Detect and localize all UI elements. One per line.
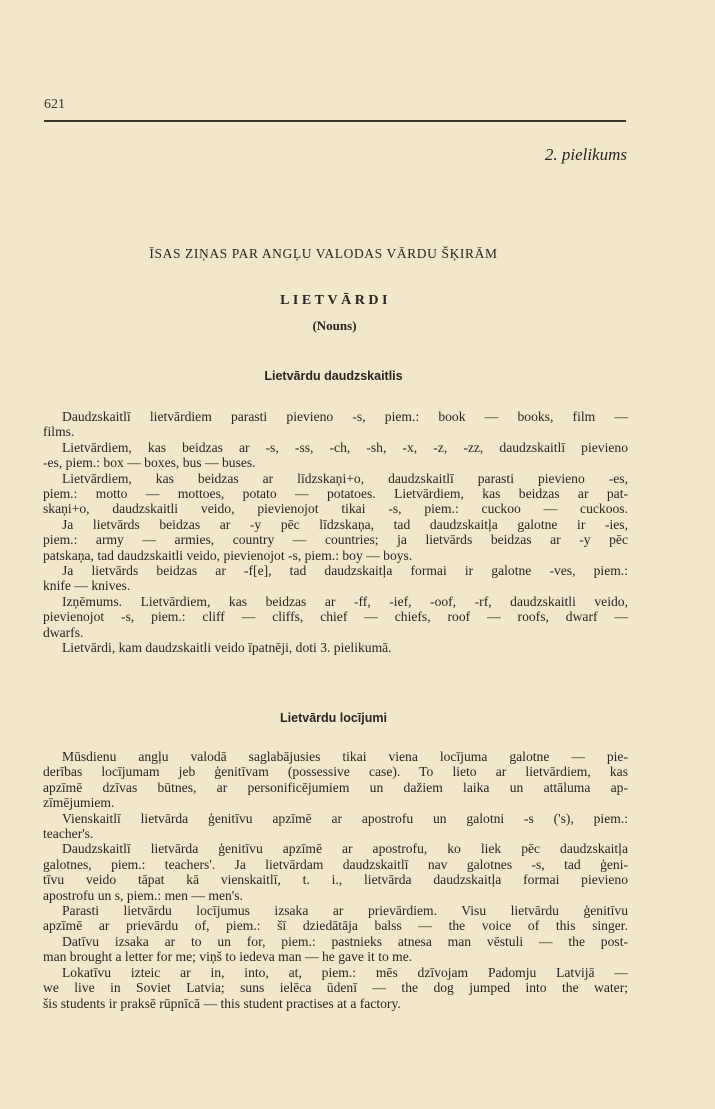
text-line: Daudzskaitlī lietvārda ģenitīvu apzīmē ar apostrofu, ko liek pēc daudzskaitļa bbox=[62, 841, 628, 857]
text-line: šis students ir praksē rūpnīcā — this student practises at a factory. bbox=[43, 995, 401, 1011]
text-line: apostrofu un s, piem.: men — men's. bbox=[43, 887, 243, 903]
text-line: zīmējumiem. bbox=[43, 795, 115, 811]
text-line: derības locījumam jeb ģenitīvam (possessive case). To lieto ar lietvārdiem, kas bbox=[43, 764, 628, 780]
text-line: skaņi+o, daudzskaitli veido, pievienojot tikai -s, piem.: cuckoo — cuckoos. bbox=[43, 501, 628, 517]
page-number: 621 bbox=[44, 97, 65, 112]
text-line: Mūsdienu angļu valodā saglabājusies tikai viena locījuma galotne — pie- bbox=[62, 749, 628, 764]
text-line: man brought a letter for me; viņš to iedeva man — he gave it to me. bbox=[43, 949, 413, 965]
section-subtitle: (Nouns) bbox=[312, 318, 357, 333]
cases-heading: Lietvārdu locījumi bbox=[280, 711, 387, 725]
text-line: Daudzskaitlī lietvārdiem parasti pievieno -s, piem.: book — books, film — bbox=[62, 409, 628, 424]
text-line: piem.: army — armies, country — countries; ja lietvārds beidzas ar -y pēc bbox=[43, 532, 628, 548]
text-line: teacher's. bbox=[43, 826, 94, 842]
text-line: Parasti lietvārdu locījumus izsaka ar prievārdiem. Visu lietvārdu ģenitīvu bbox=[62, 903, 628, 919]
text-line: dwarfs. bbox=[43, 624, 84, 640]
text-line: Izņēmums. Lietvārdiem, kas beidzas ar -ff, -ief, -oof, -rf, daudzskaitli veido, bbox=[62, 593, 628, 609]
cases-text-block bbox=[43, 749, 628, 1011]
text-line: tīvu veido tāpat kā vienskaitlī, t. i., lietvārda daudzskaitļa formai pievieno bbox=[43, 872, 628, 888]
text-line: Vienskaitlī lietvārda ģenitīvu apzīmē ar apostrofu un galotni -s ('s), piem.: bbox=[62, 810, 628, 826]
text-line: patskaņa, tad daudzskaitli veido, pievienojot -s, piem.: boy — boys. bbox=[43, 547, 413, 563]
text-line: Lietvārdi, kam daudzskaitli veido īpatnēji, doti 3. pielikumā. bbox=[62, 640, 392, 656]
text-line: Datīvu izsaka ar to un for, piem.: pastnieks atnesa man vēstuli — the post- bbox=[62, 933, 628, 949]
plural-heading: Lietvārdu daudzskaitlis bbox=[264, 369, 403, 383]
text-line: -es, piem.: box — boxes, bus — buses. bbox=[43, 455, 256, 471]
text-line: galotnes, piem.: teachers'. Ja lietvārdam daudzskaitlī nav galotnes -s, tad ģeni- bbox=[43, 856, 628, 872]
text-line: pievienojot -s, piem.: cliff — cliffs, chief — chiefs, roof — roofs, dwarf — bbox=[43, 609, 628, 625]
text-line: Lietvārdiem, kas beidzas ar -s, -ss, -ch, -sh, -x, -z, -zz, daudzskaitlī pievieno bbox=[62, 439, 628, 455]
text-line: we live in Soviet Latvia; suns ielēca ūdenī — the dog jumped into the water; bbox=[43, 980, 628, 996]
text-line: Ja lietvārds beidzas ar -y pēc līdzskaņa, tad daudzskaitļa galotne ir -ies, bbox=[62, 516, 628, 532]
header-rule bbox=[44, 120, 626, 122]
text-line: Lietvārdiem, kas beidzas ar līdzskaņi+o, daudzskaitlī parasti pievieno -es, bbox=[62, 470, 628, 486]
text-line: Lokatīvu izteic ar in, into, at, piem.: mēs dzīvojam Padomju Latvijā — bbox=[62, 964, 628, 980]
text-line: apzīmē dzīvas būtnes, ar personificējumiem un dažiem laika un attāluma ap- bbox=[43, 779, 628, 795]
text-line: apzīmē ar prievārdu of, piem.: šī dziedātāja balss — the voice of this singer. bbox=[43, 918, 628, 934]
document-title: ĪSAS ZIŅAS PAR ANGĻU VALODAS VĀRDU ŠĶIRĀM bbox=[149, 246, 498, 261]
text-line: piem.: motto — mottoes, potato — potatoes. Lietvārdiem, kas beidzas ar pat- bbox=[43, 486, 628, 502]
text-line: films. bbox=[43, 424, 75, 440]
text-line: Ja lietvārds beidzas ar -f[e], tad daudzskaitļa formai ir galotne -ves, piem.: bbox=[62, 563, 628, 579]
section-title: LIETVĀRDI bbox=[280, 293, 391, 308]
plural-text-block bbox=[43, 409, 628, 656]
text-line: knife — knives. bbox=[43, 578, 131, 594]
appendix-label: 2. pielikums bbox=[544, 145, 627, 164]
